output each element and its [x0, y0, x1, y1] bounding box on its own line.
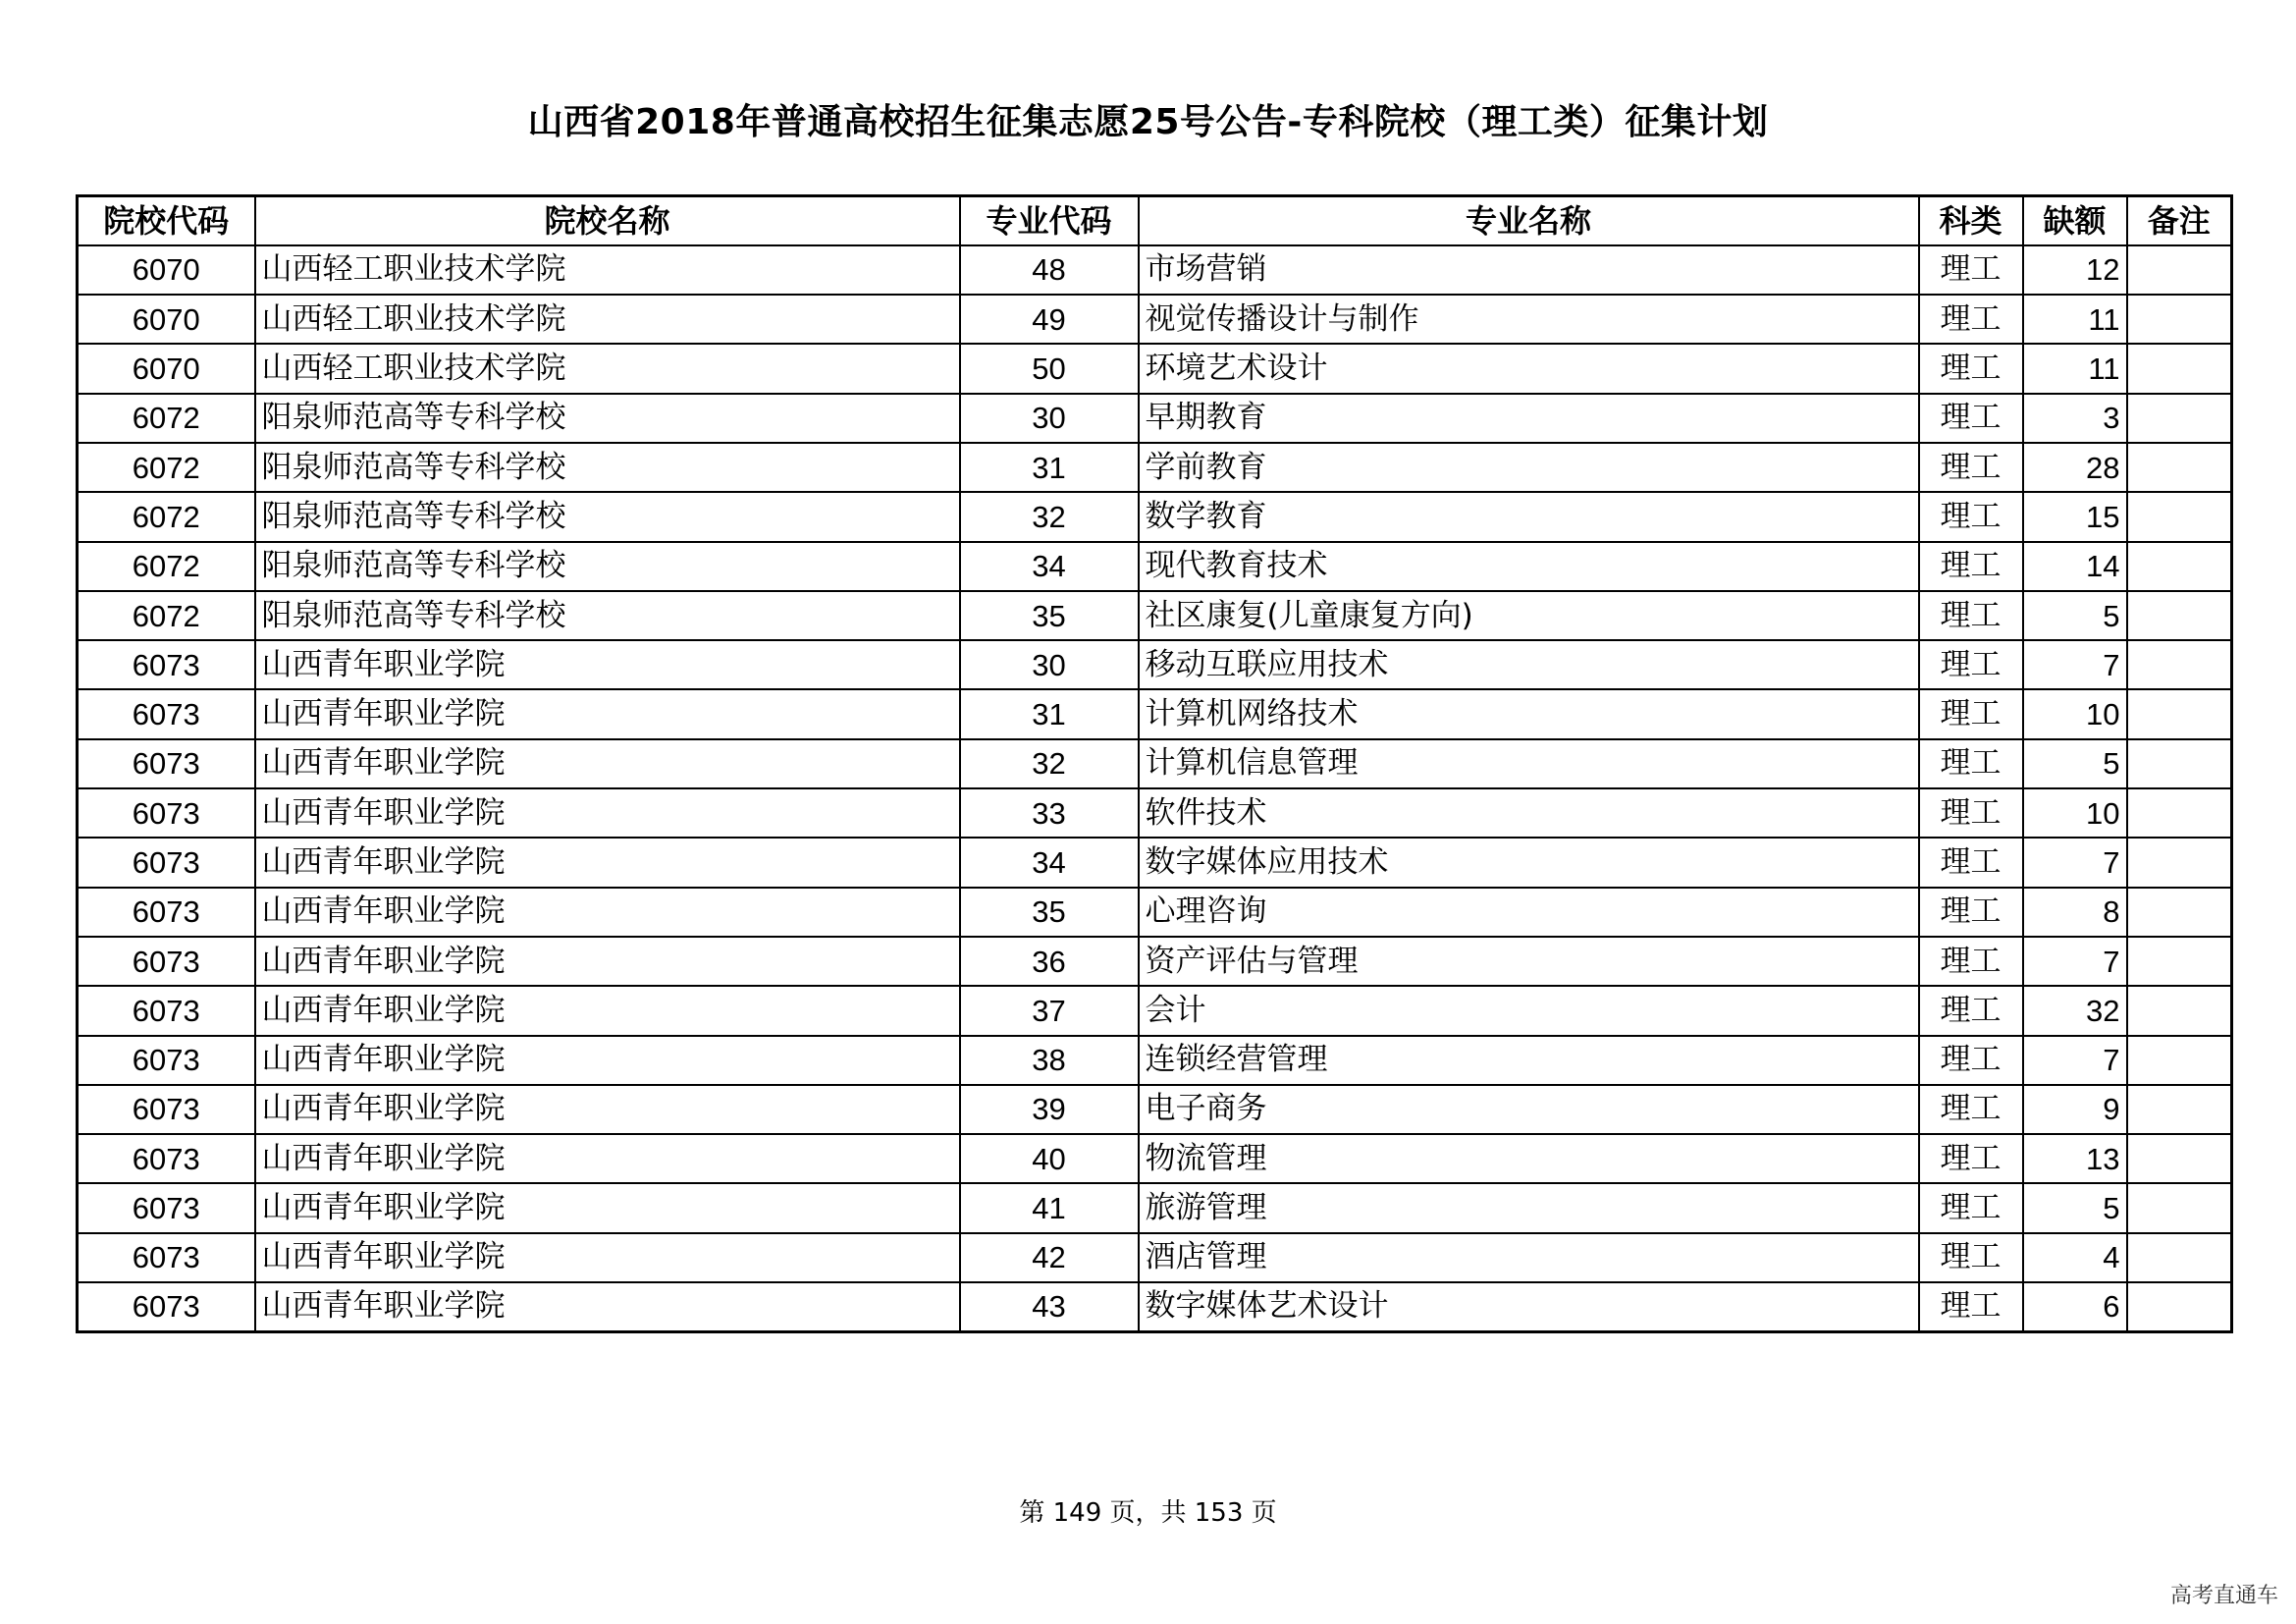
cell-note	[2127, 888, 2232, 937]
cell-note	[2127, 295, 2232, 344]
cell-major-code: 43	[960, 1282, 1139, 1331]
cell-quota: 5	[2023, 739, 2127, 788]
watermark-text: 高考直通车	[2169, 1584, 2278, 1608]
cell-school-code: 6073	[78, 689, 255, 738]
header-note: 备注	[2127, 196, 2232, 245]
cell-quota: 28	[2023, 443, 2127, 492]
cell-school-code: 6070	[78, 344, 255, 393]
cell-school-name: 山西青年职业学院	[255, 838, 960, 887]
cell-quota: 6	[2023, 1282, 2127, 1331]
cell-note	[2127, 245, 2232, 295]
cell-note	[2127, 394, 2232, 443]
cell-note	[2127, 838, 2232, 887]
cell-major-name: 电子商务	[1139, 1085, 1919, 1134]
cell-school-name: 山西青年职业学院	[255, 1134, 960, 1183]
cell-major-name: 软件技术	[1139, 788, 1919, 838]
header-category: 科类	[1919, 196, 2023, 245]
table-row	[78, 1282, 2232, 1331]
cell-major-code: 31	[960, 689, 1139, 738]
table-row	[78, 1036, 2232, 1085]
cell-school-code: 6073	[78, 838, 255, 887]
table-row	[78, 838, 2232, 887]
cell-note	[2127, 492, 2232, 541]
cell-school-name: 阳泉师范高等专科学校	[255, 492, 960, 541]
cell-school-code: 6070	[78, 295, 255, 344]
table-row	[78, 888, 2232, 937]
cell-school-name: 山西青年职业学院	[255, 1085, 960, 1134]
table-row	[78, 443, 2232, 492]
cell-note	[2127, 542, 2232, 591]
cell-major-name: 旅游管理	[1139, 1183, 1919, 1232]
cell-quota: 5	[2023, 591, 2127, 640]
table-row	[78, 344, 2232, 393]
cell-category: 理工	[1919, 986, 2023, 1035]
table-row	[78, 788, 2232, 838]
cell-quota: 7	[2023, 937, 2127, 986]
cell-category: 理工	[1919, 245, 2023, 295]
cell-major-name: 物流管理	[1139, 1134, 1919, 1183]
cell-note	[2127, 640, 2232, 689]
cell-quota: 11	[2023, 344, 2127, 393]
table-row	[78, 542, 2232, 591]
cell-quota: 5	[2023, 1183, 2127, 1232]
cell-major-name: 早期教育	[1139, 394, 1919, 443]
cell-category: 理工	[1919, 640, 2023, 689]
cell-major-code: 36	[960, 937, 1139, 986]
cell-quota: 7	[2023, 838, 2127, 887]
cell-quota: 14	[2023, 542, 2127, 591]
cell-category: 理工	[1919, 739, 2023, 788]
cell-major-code: 35	[960, 591, 1139, 640]
cell-school-name: 阳泉师范高等专科学校	[255, 542, 960, 591]
cell-note	[2127, 1233, 2232, 1282]
cell-school-code: 6073	[78, 1134, 255, 1183]
cell-major-name: 资产评估与管理	[1139, 937, 1919, 986]
cell-major-name: 社区康复(儿童康复方向)	[1139, 591, 1919, 640]
table-header-row	[78, 196, 2232, 245]
cell-category: 理工	[1919, 1134, 2023, 1183]
cell-quota: 9	[2023, 1085, 2127, 1134]
cell-category: 理工	[1919, 1183, 2023, 1232]
cell-school-name: 山西轻工职业技术学院	[255, 344, 960, 393]
cell-major-code: 49	[960, 295, 1139, 344]
cell-note	[2127, 1134, 2232, 1183]
cell-major-name: 心理咨询	[1139, 888, 1919, 937]
cell-school-name: 山西青年职业学院	[255, 986, 960, 1035]
cell-school-code: 6073	[78, 788, 255, 838]
table-row	[78, 591, 2232, 640]
cell-quota: 10	[2023, 689, 2127, 738]
cell-major-name: 视觉传播设计与制作	[1139, 295, 1919, 344]
table-row	[78, 1085, 2232, 1134]
cell-major-code: 38	[960, 1036, 1139, 1085]
cell-school-code: 6072	[78, 394, 255, 443]
cell-major-name: 环境艺术设计	[1139, 344, 1919, 393]
cell-school-name: 山西青年职业学院	[255, 888, 960, 937]
table-row	[78, 689, 2232, 738]
cell-quota: 8	[2023, 888, 2127, 937]
cell-major-name: 酒店管理	[1139, 1233, 1919, 1282]
cell-major-code: 34	[960, 542, 1139, 591]
cell-major-code: 37	[960, 986, 1139, 1035]
cell-note	[2127, 1036, 2232, 1085]
cell-school-name: 山西青年职业学院	[255, 1036, 960, 1085]
table-row	[78, 245, 2232, 295]
cell-major-name: 计算机网络技术	[1139, 689, 1919, 738]
cell-major-code: 41	[960, 1183, 1139, 1232]
cell-school-name: 山西青年职业学院	[255, 937, 960, 986]
cell-major-code: 31	[960, 443, 1139, 492]
cell-quota: 12	[2023, 245, 2127, 295]
cell-note	[2127, 1085, 2232, 1134]
cell-school-name: 阳泉师范高等专科学校	[255, 443, 960, 492]
cell-major-name: 现代教育技术	[1139, 542, 1919, 591]
cell-major-code: 50	[960, 344, 1139, 393]
cell-major-code: 32	[960, 739, 1139, 788]
cell-school-code: 6073	[78, 1183, 255, 1232]
cell-school-code: 6073	[78, 888, 255, 937]
header-quota: 缺额	[2023, 196, 2127, 245]
cell-school-code: 6073	[78, 1233, 255, 1282]
cell-category: 理工	[1919, 591, 2023, 640]
cell-category: 理工	[1919, 492, 2023, 541]
cell-major-name: 会计	[1139, 986, 1919, 1035]
header-major-name: 专业名称	[1139, 196, 1919, 245]
cell-school-code: 6073	[78, 937, 255, 986]
cell-major-code: 48	[960, 245, 1139, 295]
cell-major-code: 40	[960, 1134, 1139, 1183]
cell-school-name: 山西青年职业学院	[255, 1183, 960, 1232]
table-row	[78, 986, 2232, 1035]
cell-school-code: 6073	[78, 739, 255, 788]
cell-note	[2127, 788, 2232, 838]
cell-quota: 13	[2023, 1134, 2127, 1183]
cell-major-code: 42	[960, 1233, 1139, 1282]
table-row	[78, 1134, 2232, 1183]
cell-school-code: 6072	[78, 443, 255, 492]
table-row	[78, 640, 2232, 689]
table-body	[78, 245, 2232, 1332]
cell-note	[2127, 1282, 2232, 1331]
cell-school-code: 6070	[78, 245, 255, 295]
cell-category: 理工	[1919, 689, 2023, 738]
cell-school-name: 山西青年职业学院	[255, 1233, 960, 1282]
cell-category: 理工	[1919, 1085, 2023, 1134]
cell-school-name: 山西青年职业学院	[255, 788, 960, 838]
cell-school-name: 山西青年职业学院	[255, 739, 960, 788]
table-row	[78, 492, 2232, 541]
cell-major-code: 39	[960, 1085, 1139, 1134]
table-row	[78, 295, 2232, 344]
cell-category: 理工	[1919, 295, 2023, 344]
cell-major-code: 34	[960, 838, 1139, 887]
cell-note	[2127, 344, 2232, 393]
cell-major-name: 移动互联应用技术	[1139, 640, 1919, 689]
cell-major-code: 30	[960, 640, 1139, 689]
cell-school-name: 山西青年职业学院	[255, 1282, 960, 1331]
cell-category: 理工	[1919, 1036, 2023, 1085]
cell-major-name: 连锁经营管理	[1139, 1036, 1919, 1085]
cell-major-name: 市场营销	[1139, 245, 1919, 295]
cell-major-code: 32	[960, 492, 1139, 541]
document-title: 山西省2018年普通高校招生征集志愿25号公告-专科院校（理工类）征集计划	[527, 102, 1769, 142]
cell-note	[2127, 986, 2232, 1035]
cell-school-name: 阳泉师范高等专科学校	[255, 591, 960, 640]
cell-category: 理工	[1919, 1233, 2023, 1282]
cell-category: 理工	[1919, 344, 2023, 393]
header-school-name: 院校名称	[255, 196, 960, 245]
cell-school-name: 山西轻工职业技术学院	[255, 245, 960, 295]
table-row	[78, 937, 2232, 986]
table-row	[78, 739, 2232, 788]
cell-school-code: 6073	[78, 640, 255, 689]
cell-school-code: 6072	[78, 542, 255, 591]
cell-school-code: 6073	[78, 1282, 255, 1331]
cell-school-name: 山西青年职业学院	[255, 689, 960, 738]
cell-school-code: 6072	[78, 492, 255, 541]
cell-major-code: 35	[960, 888, 1139, 937]
cell-school-code: 6073	[78, 986, 255, 1035]
cell-note	[2127, 689, 2232, 738]
cell-quota: 15	[2023, 492, 2127, 541]
cell-major-name: 数字媒体应用技术	[1139, 838, 1919, 887]
cell-major-code: 33	[960, 788, 1139, 838]
cell-school-name: 山西青年职业学院	[255, 640, 960, 689]
cell-major-name: 数学教育	[1139, 492, 1919, 541]
cell-note	[2127, 739, 2232, 788]
cell-category: 理工	[1919, 394, 2023, 443]
cell-school-name: 阳泉师范高等专科学校	[255, 394, 960, 443]
header-major-code: 专业代码	[960, 196, 1139, 245]
cell-school-code: 6072	[78, 591, 255, 640]
table-row	[78, 1183, 2232, 1232]
cell-note	[2127, 591, 2232, 640]
cell-note	[2127, 1183, 2232, 1232]
cell-category: 理工	[1919, 443, 2023, 492]
cell-quota: 11	[2023, 295, 2127, 344]
cell-major-name: 数字媒体艺术设计	[1139, 1282, 1919, 1331]
cell-quota: 3	[2023, 394, 2127, 443]
cell-quota: 7	[2023, 1036, 2127, 1085]
cell-category: 理工	[1919, 542, 2023, 591]
enrollment-plan-table	[76, 194, 2233, 1333]
cell-quota: 32	[2023, 986, 2127, 1035]
cell-school-name: 山西轻工职业技术学院	[255, 295, 960, 344]
cell-category: 理工	[1919, 838, 2023, 887]
cell-major-name: 学前教育	[1139, 443, 1919, 492]
cell-quota: 4	[2023, 1233, 2127, 1282]
table-row	[78, 1233, 2232, 1282]
table-row	[78, 394, 2232, 443]
cell-category: 理工	[1919, 788, 2023, 838]
cell-note	[2127, 443, 2232, 492]
cell-major-name: 计算机信息管理	[1139, 739, 1919, 788]
cell-major-code: 30	[960, 394, 1139, 443]
page-footer: 第 149 页，共 153 页	[1019, 1498, 1277, 1528]
cell-quota: 7	[2023, 640, 2127, 689]
cell-school-code: 6073	[78, 1036, 255, 1085]
cell-category: 理工	[1919, 888, 2023, 937]
cell-school-code: 6073	[78, 1085, 255, 1134]
cell-quota: 10	[2023, 788, 2127, 838]
header-school-code: 院校代码	[78, 196, 255, 245]
cell-category: 理工	[1919, 1282, 2023, 1331]
cell-note	[2127, 937, 2232, 986]
cell-category: 理工	[1919, 937, 2023, 986]
